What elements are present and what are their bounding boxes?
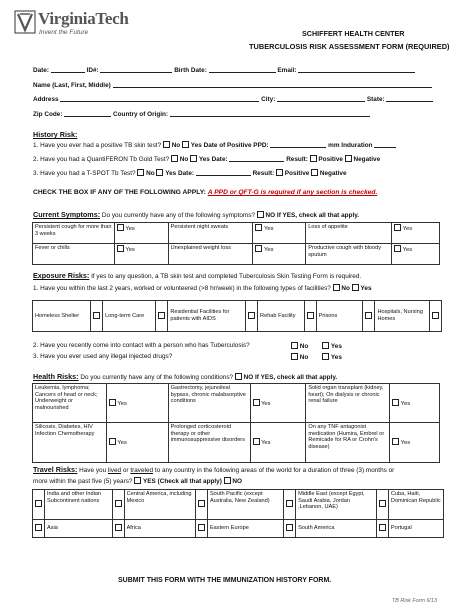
exposure-q2-text: 2. Have you recently come into contact with a person who has Tuberculosis? <box>33 342 250 349</box>
symptom-check-cell <box>253 244 306 265</box>
facility-cell: Hospitals, Nursing Homes <box>375 301 430 332</box>
travel-region-checkbox[interactable] <box>115 524 122 531</box>
symptoms-question: Do you currently have any of the following symptoms? <box>101 212 255 219</box>
travel-check-cell <box>195 520 207 538</box>
facility-cell: Residential Facilities for patients with AIDS <box>168 301 246 332</box>
history-q2-text: 2. Have you had a QuantiFERON Tb Gold Test? <box>33 156 170 163</box>
symptom-cell: Persistent night sweats <box>168 223 253 244</box>
health-checkbox[interactable] <box>392 399 399 406</box>
health-cell: On any TNF antagonist medication (Humira, Embrel or Remicade for RA or Crohn's disease) <box>306 423 390 463</box>
travel-check-cell <box>284 520 296 538</box>
facility-check-cell <box>156 301 168 332</box>
virginia-tech-emblem-icon <box>14 10 36 34</box>
symptoms-no-label: NO <box>265 212 276 219</box>
name-field[interactable] <box>113 81 432 88</box>
health-no-label: NO <box>243 374 254 381</box>
yes-label: Yes <box>117 400 127 407</box>
travel-check-cell <box>284 490 296 520</box>
history-q1-no-label: No <box>171 142 181 149</box>
travel-region-cell: Middle East (except Egypt, Saudi Arabia, Jordan ,Lebanon, UAE) <box>296 490 377 520</box>
history-q2-no-checkbox[interactable] <box>171 155 178 162</box>
history-q2-no-label: No <box>179 156 189 163</box>
yes-label: Yes <box>402 226 413 232</box>
history-q1-yes-label: Yes <box>190 142 202 149</box>
travel-region-checkbox[interactable] <box>286 500 293 507</box>
travel-check-cell <box>112 520 124 538</box>
symptom-checkbox[interactable] <box>394 245 401 252</box>
facility-check-cell <box>91 301 103 332</box>
address-label: Address <box>33 96 59 103</box>
history-q3-date-field[interactable] <box>196 169 251 176</box>
country-field[interactable] <box>170 110 370 117</box>
travel-region-cell: Asia <box>45 520 113 538</box>
health-cell: Leukemia, lymphoma; Cancers of head or neck; Underweight or malnourished <box>33 384 107 423</box>
symptoms-table <box>32 222 440 265</box>
health-checkbox[interactable] <box>392 438 399 445</box>
travel-region-cell: South Pacific (except Australia, New Zealand) <box>207 490 283 520</box>
facility-checkbox[interactable] <box>432 312 439 319</box>
travel-header <box>33 464 453 488</box>
health-check-cell <box>390 423 440 463</box>
history-q3-negative-checkbox[interactable] <box>311 169 318 176</box>
symptom-checkbox[interactable] <box>394 224 401 231</box>
travel-region-cell: Africa <box>124 520 195 538</box>
symptom-cell: Loss of appetite <box>306 223 392 244</box>
travel-yes-note: YES (Check all that apply) <box>143 477 222 485</box>
history-q3-yes-label: Yes <box>165 170 177 177</box>
zip-label: Zip Code: <box>33 111 63 118</box>
health-yes-note: If YES, check all that apply. <box>255 374 338 381</box>
health-check-cell <box>250 423 306 463</box>
travel-question-part: Have you <box>79 467 107 474</box>
history-q3-no-label: No <box>146 170 155 177</box>
history-q2-result-label: Result: <box>286 156 308 163</box>
logo-tagline: Invent the Future <box>39 29 89 36</box>
yes-label: Yes <box>117 440 127 447</box>
exposure-q2-yes-checkbox[interactable] <box>322 342 329 349</box>
form-id: TB Risk Form 6/13 <box>392 598 437 604</box>
symptom-checkbox[interactable] <box>255 245 262 252</box>
facility-check-cell <box>363 301 375 332</box>
history-q2-row <box>33 155 453 163</box>
yes-label: Yes <box>261 440 271 447</box>
symptoms-yes-note: If YES, check all that apply. <box>276 212 360 219</box>
symptoms-row <box>33 223 440 244</box>
email-label: Email: <box>277 67 297 74</box>
history-q1-yes-checkbox[interactable] <box>182 141 189 148</box>
history-q2-date-field[interactable] <box>229 155 284 162</box>
travel-region-cell: Cuba, Haiti, Dominican Republic <box>388 490 443 520</box>
facility-check-cell <box>304 301 316 332</box>
travel-check-cell <box>376 520 388 538</box>
travel-check-cell <box>195 490 207 520</box>
id-row-4 <box>33 110 445 118</box>
health-cell: Solid organ transplant (kidney, heart); On dialysis or chronic renal failure <box>306 384 390 423</box>
yes-label: Yes <box>264 226 274 232</box>
history-q3-date-label: Date: <box>178 170 194 177</box>
symptoms-no-checkbox[interactable] <box>257 211 264 218</box>
travel-region-checkbox[interactable] <box>379 500 386 507</box>
exposure-q3-yes-label: Yes <box>330 354 342 361</box>
symptom-checkbox[interactable] <box>117 245 124 252</box>
symptom-check-cell <box>392 244 440 265</box>
history-q1-ppd-label: Date of Positive PPD: <box>203 142 269 149</box>
health-checkbox[interactable] <box>109 438 116 445</box>
history-q3-positive-checkbox[interactable] <box>276 169 283 176</box>
symptoms-title: Current Symptoms: <box>33 210 101 219</box>
travel-no-label: NO <box>232 477 243 485</box>
date-field[interactable] <box>51 66 85 73</box>
state-field[interactable] <box>386 95 433 102</box>
travel-title: Travel Risks: <box>33 465 78 474</box>
health-cell: Prolonged corticosteroid therapy or other immunosuppressive disorders <box>168 423 250 463</box>
exposure-intro: If yes to any question, a TB skin test and completed Tuberculosis Skin Testing Form is required. <box>91 273 362 280</box>
exposure-header <box>33 272 453 280</box>
travel-region-cell: Central America, including Mexico <box>124 490 195 520</box>
yes-label: Yes <box>402 247 413 253</box>
state-label: State: <box>366 96 385 103</box>
symptom-checkbox[interactable] <box>255 224 262 231</box>
travel-lived-text: lived <box>107 467 122 474</box>
symptom-checkbox[interactable] <box>117 224 124 231</box>
history-q1-mm-label: mm Induration <box>328 142 373 149</box>
facility-checkbox[interactable] <box>307 312 314 319</box>
exposure-q2-options <box>291 342 342 350</box>
history-q2-positive-checkbox[interactable] <box>310 155 317 162</box>
travel-traveled-text: traveled <box>130 467 154 474</box>
yes-label: Yes <box>125 226 135 232</box>
exposure-q1-text: 1. Have you within the last 2 years, worked or volunteered (>8 hr/week) in the following types of facilities? <box>33 285 331 292</box>
id-field[interactable] <box>100 66 172 73</box>
travel-row <box>33 490 444 520</box>
zip-field[interactable] <box>64 110 111 117</box>
id-row-1 <box>33 66 445 74</box>
history-q1-text: 1. Have you ever had a positive TB skin test? <box>33 142 162 149</box>
form-title: TUBERCULOSIS RISK ASSESSMENT FORM (REQUIRED) <box>249 42 450 51</box>
travel-row <box>33 520 444 538</box>
history-q2-positive-label: Positive <box>318 156 343 163</box>
health-row <box>33 384 440 423</box>
symptom-cell: Productive cough with bloody sputum <box>306 244 392 265</box>
city-field[interactable] <box>277 95 365 102</box>
city-label: City: <box>261 96 276 103</box>
submit-instruction: SUBMIT THIS FORM WITH THE IMMUNIZATION HISTORY FORM. <box>118 577 332 584</box>
travel-region-checkbox[interactable] <box>35 500 42 507</box>
health-check-cell <box>390 384 440 423</box>
facilities-table <box>32 300 442 332</box>
exposure-q3-row <box>33 353 453 360</box>
symptom-check-cell <box>114 244 168 265</box>
exposure-q3-yes-checkbox[interactable] <box>322 353 329 360</box>
exposure-q1-yes-checkbox[interactable] <box>352 284 359 291</box>
travel-region-checkbox[interactable] <box>198 524 205 531</box>
symptoms-row <box>33 244 440 265</box>
history-q3-text: 3. Have you had a T-SPOT Tb Test? <box>33 170 136 177</box>
id-row-3 <box>33 95 445 103</box>
travel-region-checkbox[interactable] <box>379 524 386 531</box>
travel-region-checkbox[interactable] <box>198 500 205 507</box>
facility-check-cell <box>429 301 441 332</box>
facility-check-cell <box>246 301 258 332</box>
health-table <box>32 383 440 463</box>
travel-region-cell: South America <box>296 520 377 538</box>
health-cell: Silicosis, Diabetes, HIV Infection Chemotherapy <box>33 423 107 463</box>
health-question: Do you currently have any of the following conditions? <box>80 374 234 381</box>
travel-yes-checkbox[interactable] <box>134 477 141 484</box>
health-title: Health Risks: <box>33 372 79 381</box>
facilities-row <box>33 301 442 332</box>
symptom-check-cell <box>253 223 306 244</box>
birth-date-field[interactable] <box>209 66 276 73</box>
travel-or-text: or <box>122 467 129 474</box>
health-checkbox[interactable] <box>253 438 260 445</box>
yes-label: Yes <box>400 400 411 407</box>
country-label: Country of Origin: <box>113 111 169 118</box>
exposure-q1-row <box>33 284 458 292</box>
health-no-checkbox[interactable] <box>235 373 242 380</box>
history-q2-yes-label: Yes <box>198 156 210 163</box>
health-header <box>33 373 453 381</box>
facility-cell: Homeless Shelter <box>33 301 91 332</box>
symptom-check-cell <box>114 223 168 244</box>
history-q1-ppd-date-field[interactable] <box>270 141 326 148</box>
exposure-q2-yes-label: Yes <box>330 343 342 350</box>
birth-date-label: Birth Date: <box>174 67 207 74</box>
travel-question-part: to any country in the following areas of the world for a duration of three (3) months or <box>154 467 395 474</box>
address-field[interactable] <box>60 95 259 102</box>
yes-label: Yes <box>400 440 411 447</box>
travel-region-cell: India and other Indian Subcontinent nations <box>45 490 113 520</box>
exposure-q1-no-checkbox[interactable] <box>333 284 340 291</box>
travel-no-checkbox[interactable] <box>224 477 231 484</box>
exposure-q2-no-label: No <box>299 343 309 350</box>
logo <box>14 8 134 38</box>
travel-region-checkbox[interactable] <box>115 500 122 507</box>
exposure-q2-row <box>33 342 453 349</box>
exposure-q3-no-checkbox[interactable] <box>291 353 298 360</box>
travel-check-cell <box>33 490 45 520</box>
history-q1-mm-field[interactable] <box>374 141 396 148</box>
health-check-cell <box>106 423 168 463</box>
facility-checkbox[interactable] <box>365 312 372 319</box>
exposure-q1-yes-label: Yes <box>360 285 372 292</box>
check-instruction-text: CHECK THE BOX IF ANY OF THE FOLLOWING APPLY: <box>33 189 206 196</box>
travel-region-cell: Eastern Europe <box>207 520 283 538</box>
health-row <box>33 423 440 463</box>
travel-check-cell <box>376 490 388 520</box>
check-instruction-note: A PPD or QFT-G is required if any section is checked. <box>207 189 378 196</box>
email-field[interactable] <box>298 66 415 73</box>
name-label: Name (Last, First, Middle) <box>33 82 111 89</box>
facility-checkbox[interactable] <box>158 312 165 319</box>
history-q1-no-checkbox[interactable] <box>163 141 170 148</box>
travel-region-checkbox[interactable] <box>286 524 293 531</box>
travel-region-cell: Portugal <box>388 520 443 538</box>
symptom-cell: Fever or chills <box>33 244 115 265</box>
logo-wordmark: VirginiaTech <box>38 9 129 28</box>
exposure-title: Exposure Risks: <box>33 271 90 280</box>
symptoms-header <box>33 211 453 219</box>
symptom-check-cell <box>392 223 440 244</box>
yes-label: Yes <box>264 247 274 253</box>
history-q3-yes-checkbox[interactable] <box>156 169 163 176</box>
id-row-2 <box>33 81 445 89</box>
date-label: Date: <box>33 67 49 74</box>
facility-checkbox[interactable] <box>93 312 100 319</box>
history-q1-row <box>33 141 453 149</box>
health-cell: Gastrectomy, jejunoileal bypass, chronic malabsorptive conditions <box>168 384 250 423</box>
health-checkbox[interactable] <box>253 399 260 406</box>
yes-label: Yes <box>261 400 271 407</box>
facility-cell: Rehab Facility <box>258 301 305 332</box>
yes-label: Yes <box>125 247 135 253</box>
travel-check-cell <box>33 520 45 538</box>
history-q2-negative-checkbox[interactable] <box>345 155 352 162</box>
health-check-cell <box>106 384 168 423</box>
org-name: SCHIFFERT HEALTH CENTER <box>302 29 405 38</box>
health-check-cell <box>250 384 306 423</box>
travel-check-cell <box>112 490 124 520</box>
history-q3-row <box>33 169 453 177</box>
travel-table <box>32 489 444 538</box>
history-q2-date-label: Date: <box>211 156 228 163</box>
travel-question-part: more within the past five (5) years? <box>33 477 133 485</box>
history-risk-title: History Risk: <box>33 130 78 139</box>
exposure-q3-options <box>291 353 342 361</box>
exposure-q3-no-label: No <box>299 354 309 361</box>
exposure-q2-no-checkbox[interactable] <box>291 342 298 349</box>
symptom-cell: Persistent cough for more than 3 weeks <box>33 223 115 244</box>
health-checkbox[interactable] <box>109 399 116 406</box>
id-label: ID#: <box>86 67 99 74</box>
facility-checkbox[interactable] <box>248 312 255 319</box>
exposure-q1-no-label: No <box>341 285 350 292</box>
exposure-q3-text: 3. Have you ever used any illegal injected drugs? <box>33 353 173 360</box>
facility-cell: Long-term Care <box>103 301 156 332</box>
symptom-cell: Unexplained weight loss <box>168 244 253 265</box>
history-q2-yes-checkbox[interactable] <box>190 155 197 162</box>
history-q3-no-checkbox[interactable] <box>137 169 144 176</box>
history-q2-negative-label: Negative <box>353 156 381 163</box>
travel-region-checkbox[interactable] <box>35 524 42 531</box>
history-q3-positive-label: Positive <box>284 170 310 177</box>
history-q3-result-label: Result: <box>252 170 275 177</box>
check-instruction <box>33 189 453 197</box>
facility-cell: Prisons <box>316 301 363 332</box>
history-q3-negative-label: Negative <box>319 170 347 177</box>
